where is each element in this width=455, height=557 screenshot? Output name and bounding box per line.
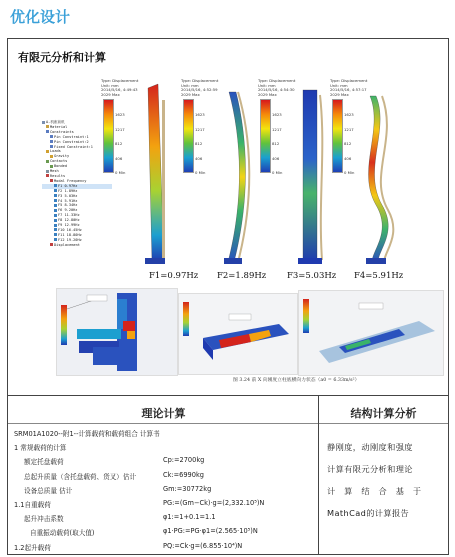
theory-line-value: Ck:=6990kg [163,470,204,479]
legend-color-bar [260,99,271,173]
legend-tick: 1217 [195,126,205,132]
theory-line-label: 1.1自重载荷 [14,501,51,509]
theory-line-label: 自重振动载荷(取大值) [30,529,95,538]
tree-item-label: Modal Frequency [54,178,87,183]
structural-line: 静刚度，动刚度和强度 [327,442,413,452]
legend-tick: 406 [195,155,203,161]
frequency-label: F1=0.97Hz [149,271,199,281]
legend-type: Type: Displacement [101,78,139,83]
displacement-legend [330,79,386,179]
legend-tick: 0 Min [115,170,126,175]
detail-view-right [298,290,444,376]
legend-date: 2014/5/16, 4:57:17 [330,87,367,93]
tree-node-icon [50,145,53,148]
legend-tick: 1217 [344,126,354,132]
legend-tick: 1217 [115,126,125,132]
tree-item-label: F6 9.20Hz [58,208,78,213]
legend-date: 2014/5/16, 4:52:59 [181,87,218,93]
theory-line-label: 起升冲击系数 [24,515,64,524]
legend-tick: 812 [272,141,280,146]
structural-line: 计 算 结 合 基 于 [327,486,422,496]
tree-item-label: F10 16.45Hz [58,227,82,232]
legend-unit: Unit: mm [330,82,348,88]
page-title: 优化设计 [10,8,71,26]
tree-node-icon [50,135,53,138]
tree-node-icon [54,209,57,212]
legend-tick: 406 [344,155,352,161]
tree-node-icon [50,243,53,246]
tree-node-icon [54,204,57,207]
legend-type: Type: Displacement [181,78,219,83]
legend-tick: 0 Min [344,170,355,175]
theory-line-value: Cp:=2700kg [163,456,205,465]
tree-node-icon [54,224,57,227]
structural-text [327,436,443,524]
legend-tick: 406 [115,155,123,161]
legend-tick: 1217 [272,126,282,132]
structural-line: MathCad的计算报告 [327,508,410,518]
detail-view-left [56,288,178,376]
legend-max: 2029 Max [258,91,277,97]
tree-node-icon [50,179,53,182]
legend-unit: Unit: mm [181,82,199,88]
tree-node-icon [46,125,49,128]
theory-line-label: 1 常规载荷的计算 [14,444,67,453]
theory-line-value: PG:=(Gm−Ck)·g=(2,332.10⁵)N [163,499,265,507]
theory-line-label: 设备总质量 估计 [24,486,73,495]
theory-divider [8,423,319,424]
theory-line-label: 1.2起升载荷 [14,543,51,552]
tree-item-label: Material [50,124,68,129]
legend-tick: 406 [272,155,280,161]
tree-node-icon [50,140,53,143]
legend-tick: 0 Min [272,170,283,175]
tree-item-label: A-机座前机 [46,120,65,124]
tree-node-icon [54,189,57,192]
structural-title: 结构计算分析 [350,407,417,420]
tree-node-icon [54,228,57,231]
theory-line-value: Gm:=30772kg [163,484,212,493]
legend-color-bar [332,99,343,173]
displacement-legend [258,79,314,179]
detail-view-middle [178,293,298,375]
legend-max: 2029 Max [330,91,349,97]
displacement-legend [181,79,237,179]
tree-item-label: Gravity [54,154,70,159]
tree-node-icon [46,160,49,163]
tree-item-label: Displacement [54,242,80,247]
legend-unit: Unit: mm [258,82,276,88]
tree-node-icon [50,155,53,158]
theory-line-value: φ1·PG:=PG·φ1=(2.565·10⁵)N [163,527,258,536]
tree-item-label: F5 8.34Hz [58,203,78,208]
tree-item-label: Pin Constraint:1 [54,134,89,139]
tree-node-icon [50,165,53,168]
tree-item-label: Loads [50,149,61,154]
fea-title: 有限元分析和计算 [18,51,106,64]
tree-item-label: F9 12.99Hz [58,223,80,228]
tree-item-label: Contacts [50,159,68,164]
legend-tick: 1623 [272,112,282,117]
legend-tick: 812 [344,141,352,146]
tree-node-icon [46,150,49,153]
legend-tick: 1623 [195,112,205,117]
tree-node-icon [54,233,57,236]
tree-node-icon [42,121,45,124]
theory-panel [7,395,319,555]
figure-caption: 图 3.24 前 X 向刚度立柱底横向力状态（a0 = 6.33m/s²） [233,378,360,383]
legend-tick: 1623 [115,112,125,117]
tree-item-label: Results [50,173,66,178]
theory-line-label: 额定托盘载荷 [24,458,64,467]
theory-line-value: PQ:=Ck·g=(6.855·10⁴)N [163,541,243,550]
tree-item-label: F12 19.20Hz [58,237,82,242]
tree-node-icon [54,199,57,202]
tree-node-icon [46,170,49,173]
legend-type: Type: Displacement [258,78,296,83]
legend-date: 2014/5/16, 4:49:43 [101,87,138,93]
displacement-legend [101,79,157,179]
legend-tick: 0 Min [195,170,206,175]
theory-line-label: 总起升质量（含托盘载荷、货叉）估计 [24,472,137,481]
tree-item-label: F11 18.80Hz [58,232,82,237]
tree-item-label: F4 5.91Hz [58,198,78,203]
legend-date: 2014/5/16, 4:54:30 [258,87,295,93]
legend-max: 2029 Max [101,91,120,97]
tree-item-label: F1 0.97Hz [58,183,78,188]
tree-item-label: Mesh [50,169,59,174]
legend-tick: 812 [195,141,203,146]
tree-item-label: Fixed Constraint:1 [54,144,93,149]
structural-divider [319,423,448,424]
legend-tick: 1623 [344,112,354,117]
structural-line: 计算有限元分析和理论 [327,464,413,474]
legend-tick: 812 [115,141,123,146]
structural-panel [318,395,449,555]
theory-line-label: SRM01A1020--附1--计算载荷和载荷组合 计算书 [14,430,160,438]
frequency-label: F4=5.91Hz [354,271,404,281]
frequency-label: F3=5.03Hz [287,271,337,281]
tree-item[interactable] [42,243,112,248]
tree-item-label: F3 5.03Hz [58,193,78,198]
tree-node-icon [54,219,57,222]
tree-item-label: F8 12.80Hz [58,218,80,223]
legend-type: Type: Displacement [330,78,368,83]
tree-item-label: F7 11.33Hz [58,213,80,218]
frequency-label: F2=1.89Hz [217,271,267,281]
legend-color-bar [103,99,114,173]
tree-node-icon [54,214,57,217]
tree-node-icon [54,238,57,241]
tree-node-icon [54,194,57,197]
tree-item-label: F2 1.89Hz [58,188,78,193]
tree-node-icon [54,184,57,187]
legend-unit: Unit: mm [101,82,119,88]
tree-node-icon [46,130,49,133]
theory-line-value: φ1:=1+0.1=1.1 [163,513,216,522]
legend-max: 2029 Max [181,91,200,97]
tree-item-label: Bonded [54,164,67,169]
tree-node-icon [46,174,49,177]
tree-item-label: Pin Constraint:2 [54,139,89,144]
legend-color-bar [183,99,194,173]
tree-item-label: Constraints [50,129,74,134]
theory-title: 理论计算 [141,407,186,420]
